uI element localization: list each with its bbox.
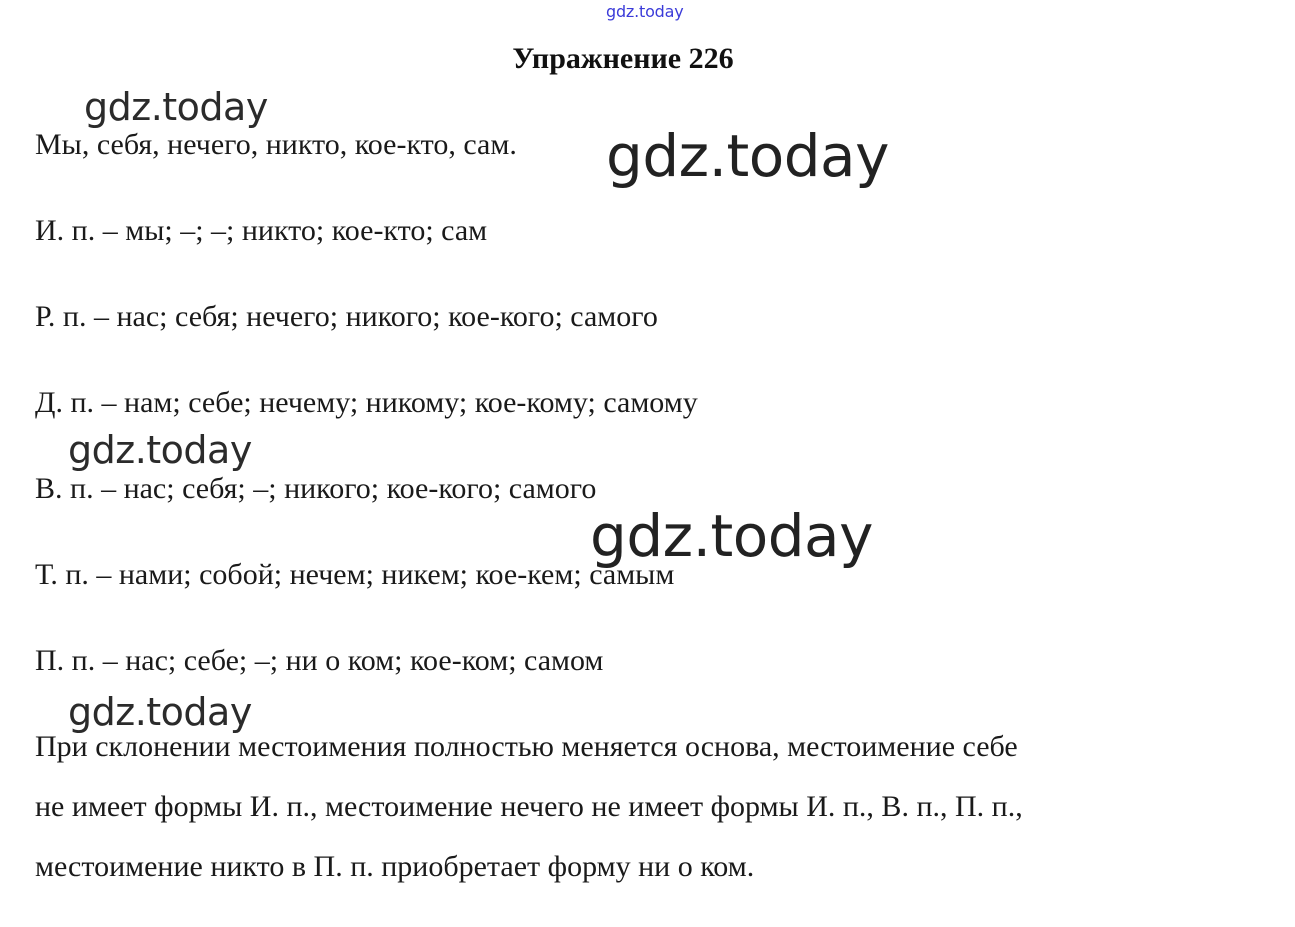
- conclusion-line-2: не имеет формы И. п., местоимение нечего не имеет формы И. п., В. п., П. п.,: [35, 790, 1023, 823]
- case-dative: Д. п. – нам; себе; нечему; никому; кое-кому; самому: [35, 386, 698, 419]
- conclusion-line-3: местоимение никто в П. п. приобретает форму ни о ком.: [35, 850, 755, 883]
- watermark-4: gdz.today: [590, 502, 873, 570]
- case-prepositional: П. п. – нас; себе; –; ни о ком; кое-ком; самом: [35, 644, 604, 677]
- pronoun-list: Мы, себя, нечего, никто, кое-кто, сам.: [35, 128, 517, 161]
- case-nominative: И. п. – мы; –; –; никто; кое-кто; сам: [35, 214, 488, 247]
- case-genitive: Р. п. – нас; себя; нечего; никого; кое-кого; самого: [35, 300, 658, 333]
- watermark-top: gdz.today: [606, 2, 684, 21]
- watermark-1: gdz.today: [84, 85, 268, 129]
- watermark-5: gdz.today: [68, 690, 252, 734]
- watermark-3: gdz.today: [68, 428, 252, 472]
- conclusion-line-1: При склонении местоимения полностью меняется основа, местоимение себе: [35, 730, 1018, 763]
- exercise-title: Упражнение 226: [512, 42, 734, 75]
- case-instrumental: Т. п. – нами; собой; нечем; никем; кое-кем; самым: [35, 558, 675, 591]
- watermark-2: gdz.today: [606, 122, 889, 190]
- case-accusative: В. п. – нас; себя; –; никого; кое-кого; самого: [35, 472, 597, 505]
